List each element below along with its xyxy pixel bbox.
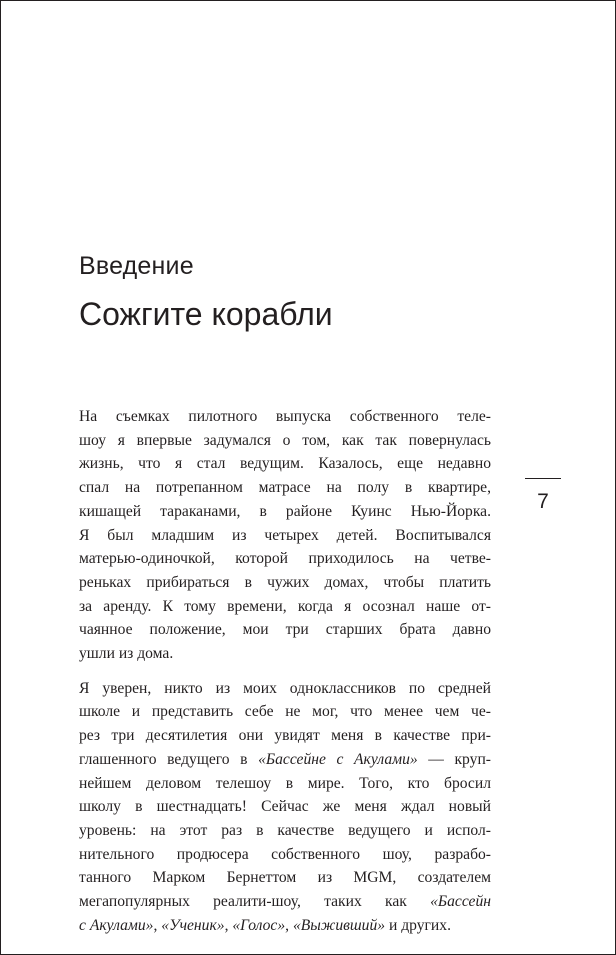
text-line xyxy=(79,642,491,666)
text-line xyxy=(79,890,491,914)
text-line xyxy=(79,571,491,595)
text-run: ушли из дома. xyxy=(79,645,174,663)
text-line xyxy=(79,524,491,548)
paragraph xyxy=(79,405,491,666)
text-line xyxy=(79,724,491,748)
text-run: за аренду. К тому времени, когда я осознал наше от- xyxy=(79,597,491,615)
text-line xyxy=(79,866,491,890)
text-run: Я уверен, никто из моих одноклассников по средней xyxy=(79,679,491,697)
text-line xyxy=(79,677,491,701)
text-run: На съемках пилотного выпуска собственного теле- xyxy=(79,408,491,425)
text-run: глашенного ведущего в xyxy=(79,750,259,768)
text-run: рез три десятилетия они увидят меня в качестве при- xyxy=(79,727,491,745)
text-run: нейшем деловом телешоу в мире. Того, кто бросил xyxy=(79,774,491,792)
italic-title: «Голос» xyxy=(232,916,286,934)
italic-title: «Бассейн xyxy=(430,893,491,911)
italic-title: с Акулами» xyxy=(79,916,154,934)
body-text xyxy=(79,405,491,937)
italic-title: «Ученик» xyxy=(161,916,225,934)
text-run: жизнь, что я стал ведущим. Казалось, еще недавно xyxy=(79,455,491,473)
text-line xyxy=(79,452,491,476)
text-run: школу в шестнадцать! Сейчас же меня ждал новый xyxy=(79,798,491,816)
text-line xyxy=(79,843,491,867)
text-run: , xyxy=(153,916,162,934)
text-run: , xyxy=(285,916,293,934)
text-run: нительного продюсера собственного шоу, разрабо- xyxy=(79,845,491,863)
text-line xyxy=(79,500,491,524)
page-number-rule xyxy=(525,478,561,479)
text-line xyxy=(79,547,491,571)
text-run: и других. xyxy=(385,916,451,934)
paragraph xyxy=(79,677,491,938)
italic-title: «Выживший» xyxy=(292,916,386,934)
chapter-label: Введение xyxy=(79,252,194,280)
text-run: танного Марком Бернеттом из MGM, создателем xyxy=(79,869,491,887)
text-line xyxy=(79,476,491,500)
text-run: мегапопулярных реалити-шоу, таких как xyxy=(79,893,431,911)
text-line xyxy=(79,819,491,843)
text-run: кишащей тараканами, в районе Куинс Нью-Йорка. xyxy=(79,502,491,520)
text-run: школе и представить себе не мог, что менее чем че- xyxy=(79,703,491,721)
text-run: шоу я впервые задумался о том, как так повернулась xyxy=(79,431,491,449)
text-run: , xyxy=(224,916,233,934)
text-line xyxy=(79,405,491,429)
text-line xyxy=(79,618,491,642)
text-line xyxy=(79,914,491,938)
text-line xyxy=(79,429,491,453)
text-run: чаянное положение, мои три старших брата давно xyxy=(79,621,491,639)
text-line xyxy=(79,772,491,796)
page-number: 7 xyxy=(537,490,549,513)
text-run: реньках прибираться в чужих домах, чтобы платить xyxy=(79,573,491,591)
text-run: уровень: на этот раз в качестве ведущего и испол- xyxy=(79,821,491,839)
chapter-title: Сожгите корабли xyxy=(79,296,333,332)
text-run: матерью-одиночкой, которой приходилось на четве- xyxy=(79,550,491,568)
text-line xyxy=(79,748,491,772)
text-line xyxy=(79,795,491,819)
text-line xyxy=(79,595,491,619)
text-line xyxy=(79,700,491,724)
text-run: — круп- xyxy=(417,750,491,768)
italic-title: «Бассейне с Акулами» xyxy=(258,750,418,768)
text-run: Я был младшим из четырех детей. Воспитывался xyxy=(79,526,491,544)
text-run: спал на потрепанном матрасе на полу в квартире, xyxy=(79,479,491,497)
